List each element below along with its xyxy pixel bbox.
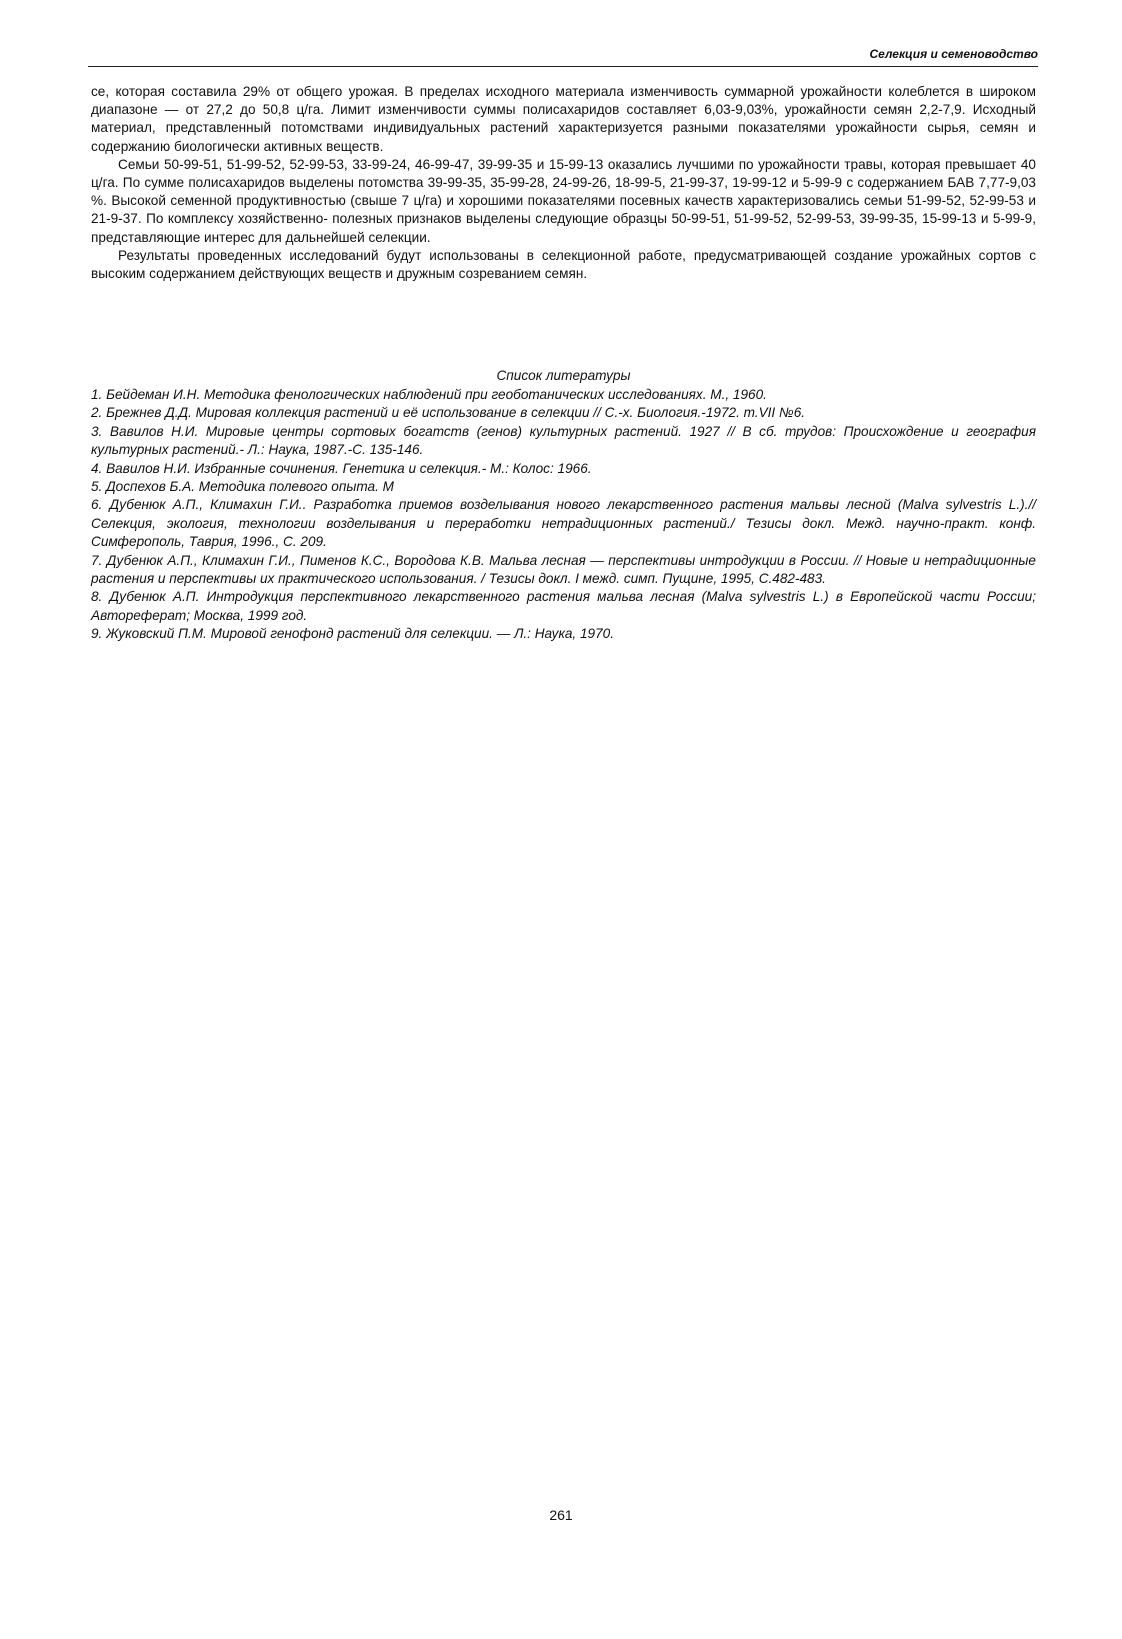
paragraph: се, которая составила 29% от общего урожая. В пределах исходного материала изменчивость суммарной урожайности колеблется в широком диапазоне — от 27,2 до 50,8 ц/га. Лимит изменчивости суммы полисахаридов составляет 6,03-9,03%, урожайности семян 2,2-7,9. Исходный материал, представленный потомствами индивидуальных растений характеризуется разными показателями урожайности сырья, семян и содержанию биологически активных веществ.: [91, 84, 1036, 154]
reference-item: 7. Дубенюк А.П., Климахин Г.И., Пименов К.С., Вородова К.В. Мальва лесная — перспективы интродукции в России. // Новые и нетрадиционные растения и перспективы их практического использования. / Тезисы докл. I межд. симп. Пущине, 1995, С.482-483.: [91, 552, 1036, 587]
paragraph: Семьи 50-99-51, 51-99-52, 52-99-53, 33-99-24, 46-99-47, 39-99-35 и 15-99-13 оказались лучшими по урожайности травы, которая превышает 40 ц/га. По сумме полисахаридов выделены потомства 39-99-35, 35-99-28, 24-99-26, 18-99-5, 21-99-37, 19-99-12 и 5-99-9 с содержанием БАВ 7,77-9,03 %. Высокой семенной продуктивностью (свыше 7 ц/га) и хорошими показателями посевных качеств характеризовались семьи 51-99-52, 52-99-53 и 21-9-37. По комплексу хозяйственно- полезных признаков выделены следующие образцы 50-99-51, 51-99-52, 52-99-53, 39-99-35, 15-99-13 и 5-99-9, представляющие интерес для дальнейшей селекции.: [91, 156, 1036, 245]
reference-item: 6. Дубенюк А.П., Климахин Г.И.. Разработка приемов возделывания нового лекарственного растения мальвы лесной (Malva sylvestris L.).// Селекция, экология, технологии возделывания и переработки нетрадиционных растений./ Тезисы докл. Межд. научно-практ. конф. Симферополь, Таврия, 1996., С. 209.: [91, 497, 1036, 550]
page-number: 261: [549, 1507, 573, 1523]
reference-item: 9. Жуковский П.М. Мировой генофонд растений для селекции. — Л.: Наука, 1970.: [91, 626, 614, 642]
running-header: [88, 44, 1038, 67]
references-title: Список литературы: [496, 368, 631, 383]
reference-item: 4. Вавилов Н.И. Избранные сочинения. Генетика и селекция.- М.: Колос: 1966.: [91, 460, 592, 476]
reference-item: 5. Доспехов Б.А. Методика полевого опыта. М: [91, 479, 394, 495]
reference-item: 2. Брежнев Д.Д. Мировая коллекция растений и её использование в селекции // С.-х. Биология.-1972. т.VII №6.: [91, 405, 806, 421]
reference-item: 1. Бейдеман И.Н. Методика фенологических наблюдений при геоботанических исследованиях. М., 1960.: [91, 387, 767, 402]
reference-item: 8. Дубенюк А.П. Интродукция перспективного лекарственного растения мальва лесная (Malva sylvestris L.) в Европейской части России; Автореферат; Москва, 1999 год.: [91, 589, 1036, 623]
section-title: Селекция и семеноводство: [869, 47, 1038, 61]
paragraph: Результаты проведенных исследований будут использованы в селекционной работе, предусматривающей создание урожайных сортов с высоким содержанием действующих веществ и дружным созреванием семян.: [91, 247, 1036, 282]
references-list: [91, 386, 1036, 644]
reference-item: 3. Вавилов Н.И. Мировые центры сортовых богатств (генов) культурных растений. 1927 // В сб. трудов: Происхождение и география культурных растений.- Л.: Наука, 1987.-С. 135-146.: [91, 423, 1036, 458]
body-text: [91, 83, 1036, 283]
